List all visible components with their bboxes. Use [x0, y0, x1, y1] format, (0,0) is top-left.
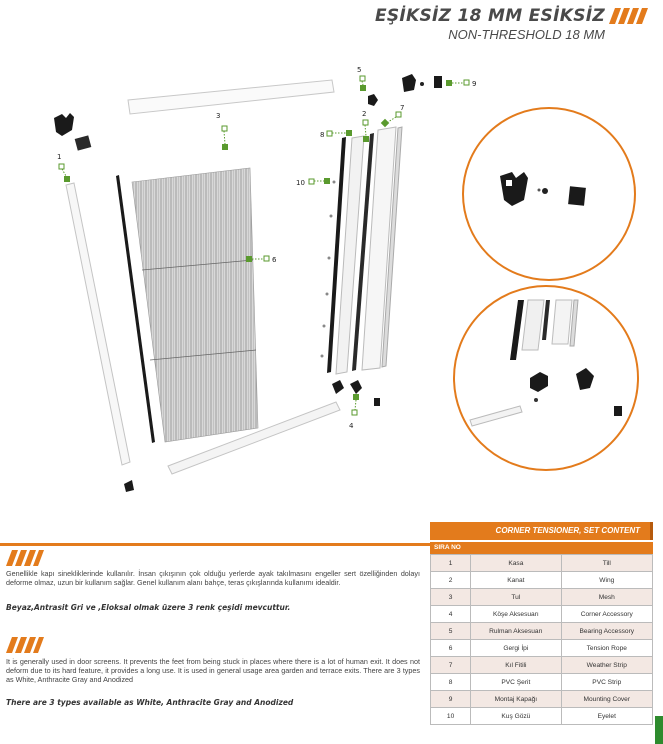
callout-8	[320, 130, 352, 139]
green-tab	[655, 716, 663, 744]
row-label-en: Corner Accessory	[561, 606, 652, 623]
svg-text:2: 2	[362, 110, 367, 118]
row-label-tr: Kanat	[471, 572, 561, 589]
set-content-table	[430, 522, 653, 725]
top-profile	[128, 80, 334, 114]
table-row	[431, 657, 653, 674]
svg-text:10: 10	[296, 179, 305, 187]
table-column-header: SIRA NO	[430, 542, 653, 554]
svg-text:8: 8	[320, 131, 325, 139]
svg-text:5: 5	[357, 66, 362, 74]
row-label-en: Wing	[561, 572, 652, 589]
row-label-tr: Kuş Gözü	[471, 708, 561, 725]
description-en: It is generally used in door screens. It prevents the feet from being stuck in places where there is a lot of human exit. It does not deform due to its hard feature, it provides a long use. It is used in general usage area garden and terrace exits. There are 3 types as White, Anthracite Gray and Anodized	[6, 657, 420, 684]
svg-text:9: 9	[472, 80, 477, 88]
table-row	[431, 572, 653, 589]
row-number: 3	[431, 589, 471, 606]
row-label-en: Bearing Accessory	[561, 623, 652, 640]
row-label-en: Tension Rope	[561, 640, 652, 657]
row-label-tr: Köşe Aksesuarı	[471, 606, 561, 623]
svg-text:7: 7	[400, 104, 405, 112]
row-label-en: Weather Strip	[561, 657, 652, 674]
stripes-icon	[609, 8, 653, 24]
detail-circle-top	[463, 108, 635, 280]
divider-bar	[0, 543, 430, 546]
svg-text:6: 6	[272, 256, 277, 264]
row-label-en: Mesh	[561, 589, 652, 606]
row-number: 6	[431, 640, 471, 657]
row-label-tr: Rulman Aksesuarı	[471, 623, 561, 640]
row-label-tr: PVC Şerit	[471, 674, 561, 691]
row-label-tr: Kıl Fitili	[471, 657, 561, 674]
callout-3	[216, 112, 228, 150]
row-number: 8	[431, 674, 471, 691]
row-number: 7	[431, 657, 471, 674]
callout-1	[57, 153, 70, 182]
exploded-diagram	[0, 50, 663, 500]
row-label-en: PVC Strip	[561, 674, 652, 691]
callout-10	[296, 178, 330, 187]
row-label-en: Eyelet	[561, 708, 652, 725]
table-body	[430, 554, 653, 725]
row-number: 10	[431, 708, 471, 725]
row-number: 4	[431, 606, 471, 623]
page-subtitle: NON-THRESHOLD 18 MM	[448, 27, 605, 42]
page-title: EŞİKSİZ 18 MM ESİKSİZ	[374, 6, 605, 26]
svg-text:4: 4	[349, 422, 354, 430]
row-label-tr: Montaj Kapağı	[471, 691, 561, 708]
callout-7	[381, 104, 405, 127]
colors-note-en: There are 3 types available as White, Anthracite Gray and Anodized	[6, 698, 294, 707]
table-row	[431, 589, 653, 606]
table-row	[431, 640, 653, 657]
row-label-tr: Tul	[471, 589, 561, 606]
table-row	[431, 623, 653, 640]
row-number: 2	[431, 572, 471, 589]
row-label-en: Till	[561, 555, 652, 572]
callout-5	[357, 66, 366, 91]
table-row	[431, 555, 653, 572]
table-row	[431, 606, 653, 623]
row-number: 1	[431, 555, 471, 572]
row-label-en: Mounting Cover	[561, 691, 652, 708]
stripes-icon	[6, 550, 44, 566]
table-title: CORNER TENSIONER, SET CONTENT	[430, 522, 653, 540]
title-block	[375, 6, 605, 42]
callout-2	[362, 110, 369, 142]
mesh-panel	[132, 168, 258, 442]
row-number: 5	[431, 623, 471, 640]
corner-piece-top-left	[54, 113, 74, 136]
row-label-tr: Gergi İpi	[471, 640, 561, 657]
row-label-tr: Kasa	[471, 555, 561, 572]
table-row	[431, 674, 653, 691]
callout-9	[446, 80, 476, 88]
svg-text:1: 1	[57, 153, 62, 161]
table-row	[431, 691, 653, 708]
description-tr: Genellikle kapı sinekliklerinde kullanılır. İnsan çıkışının çok olduğu yerlerde ayak takılmasını engeller sert özelliğinden dolayı deforme olmaz, uzun bir kullanım sağlar. Genel kullanım alanı bahçe, teras çıkışlarında kullanımı idealdir.	[6, 569, 420, 587]
row-number: 9	[431, 691, 471, 708]
colors-note-tr: Beyaz,Antrasit Gri ve ,Eloksal olmak üzere 3 renk çeşidi mevcuttur.	[6, 603, 291, 612]
stripes-icon	[6, 637, 44, 653]
svg-text:3: 3	[216, 112, 221, 120]
table-row	[431, 708, 653, 725]
detail-circle-bottom	[454, 286, 638, 470]
left-frame	[66, 183, 130, 465]
callout-4	[349, 394, 359, 430]
